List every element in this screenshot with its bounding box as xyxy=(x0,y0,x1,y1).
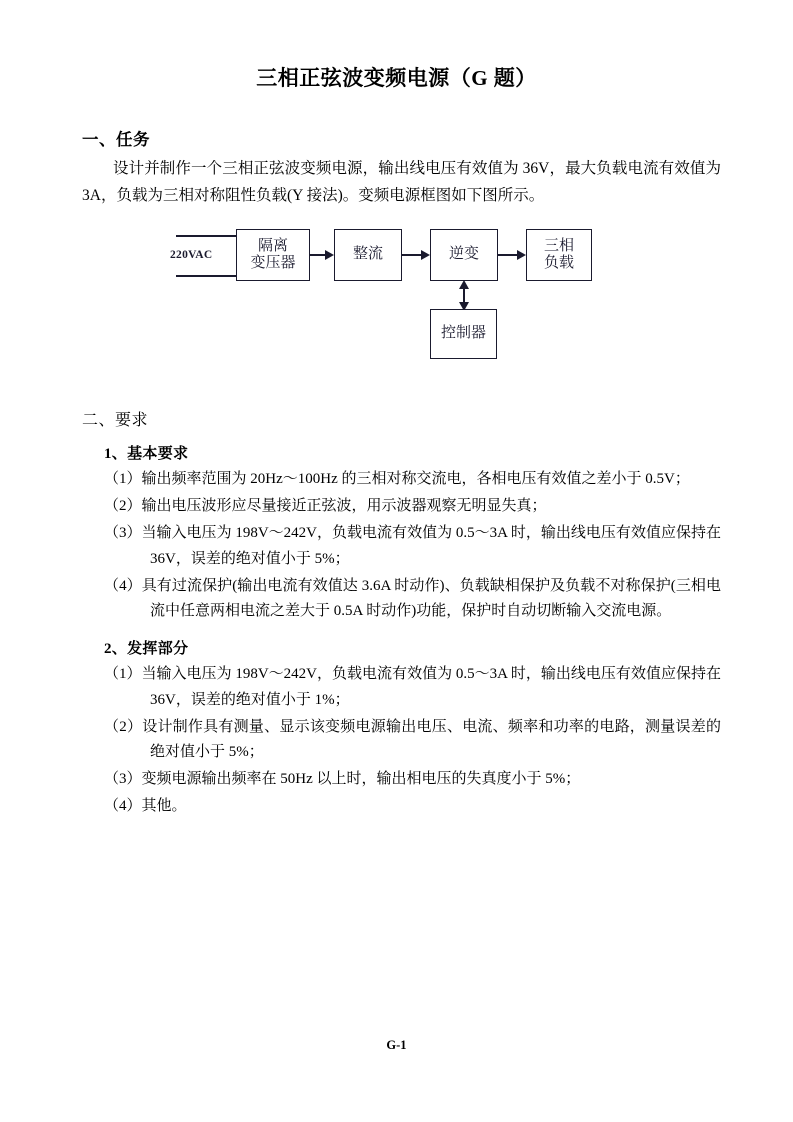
diagram-block-three-phase-load xyxy=(526,229,592,281)
three-phase-load-line2: 负载 xyxy=(543,255,574,272)
list-item: （4）具有过流保护(输出电流有效值达 3.6A 时动作)、负载缺相保护及负载不对称保护(三相电流中任意两相电流之差大于 0.5A 时动作)功能，保护时自动切断输入交流电源。 xyxy=(104,577,721,620)
page-title: 三相正弦波变频电源（G 题） xyxy=(256,66,537,90)
isolation-transformer-line2: 变压器 xyxy=(250,255,296,272)
task-paragraph: 设计并制作一个三相正弦波变频电源，输出线电压有效值为 36V，最大负载电流有效值为 3A，负载为三相对称阻性负载(Y 接法)。变频电源框图如下图所示。 xyxy=(82,160,721,204)
arrow-transformer-rectifier-icon xyxy=(325,250,334,260)
subsection-heading-basic: 1、基本要求 xyxy=(104,446,189,463)
list-item: （4）其他。 xyxy=(104,798,187,815)
input-wire-top xyxy=(176,235,236,237)
input-wire-bottom xyxy=(176,275,236,277)
diagram-block-isolation-transformer xyxy=(236,229,310,281)
arrow-inverter-load-icon xyxy=(517,250,526,260)
block-diagram xyxy=(82,223,721,373)
section-heading-task: 一、任务 xyxy=(82,130,150,149)
list-item: （2）输出电压波形应尽量接近正弦波，用示波器观察无明显失真； xyxy=(104,498,547,515)
list-item: （3）变频电源输出频率在 50Hz 以上时，输出相电压的失真度小于 5%； xyxy=(104,771,581,788)
subsection-heading-advanced: 2、发挥部分 xyxy=(104,641,189,658)
arrow-rectifier-inverter-icon xyxy=(421,250,430,260)
section-heading-requirements: 二、要求 xyxy=(82,412,149,430)
arrow-controller-to-inverter-icon xyxy=(459,280,469,289)
list-item: （1）当输入电压为 198V～242V，负载电流有效值为 0.5～3A 时，输出线电压有效值应保持在 36V，误差的绝对值小于 1%； xyxy=(104,666,721,708)
basic-requirements-list xyxy=(104,467,721,625)
three-phase-load-line1: 三相 xyxy=(543,237,574,254)
diagram-block-inverter: 逆变 xyxy=(430,229,498,281)
wire-transformer-rectifier xyxy=(310,254,325,256)
list-item: （3）当输入电压为 198V～242V，负载电流有效值为 0.5～3A 时，输出线电压有效值应保持在 36V，误差的绝对值小于 5%； xyxy=(104,524,721,567)
isolation-transformer-line1: 隔离 xyxy=(257,237,288,254)
diagram-block-controller: 控制器 xyxy=(430,309,497,359)
list-item: （2）设计制作具有测量、显示该变频电源输出电压、电流、频率和功率的电路，测量误差的绝对值小于 5%； xyxy=(104,718,721,761)
diagram-input-label: 220VAC xyxy=(170,249,213,262)
advanced-requirements-list xyxy=(104,662,721,820)
document-body xyxy=(82,126,721,820)
page-footer: G-1 xyxy=(386,1038,407,1052)
list-item: （1）输出频率范围为 20Hz～100Hz 的三相对称交流电，各相电压有效值之差小于 0.5V； xyxy=(104,471,690,488)
diagram-block-rectifier: 整流 xyxy=(334,229,402,281)
